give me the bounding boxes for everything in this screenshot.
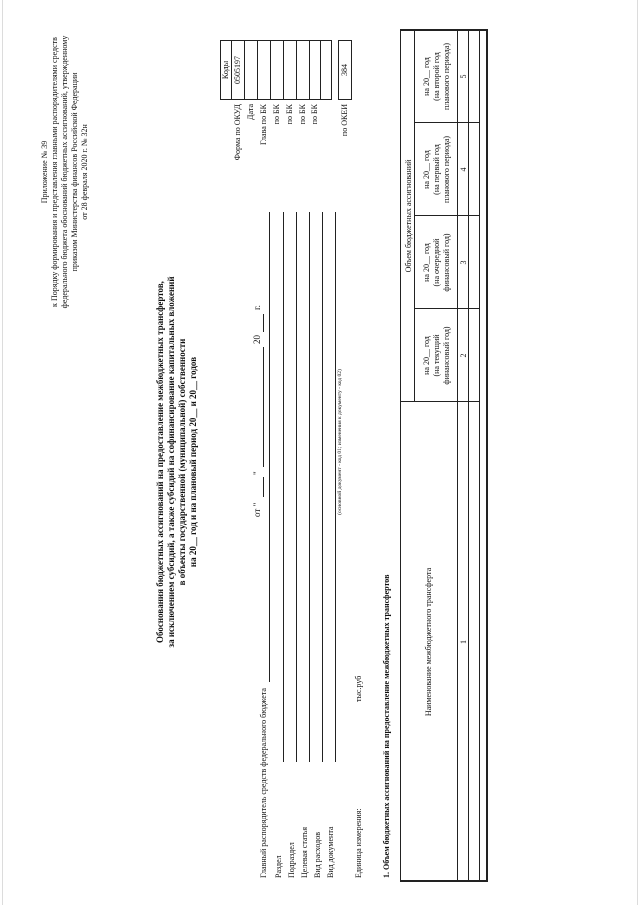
- period-2-l2: (на очередной: [432, 238, 441, 287]
- codes-label-bk-1: по БК: [272, 104, 281, 125]
- period-2-l1: на 20__ год: [422, 243, 431, 282]
- col-number-2: 2: [459, 353, 468, 358]
- date-suffix: г.: [252, 305, 262, 310]
- okei-label: по ОКЕИ: [340, 104, 349, 137]
- appendix-text-3: приказом Министерства финансов Российской Федерации: [70, 72, 79, 272]
- codes-label-glava: Глава по БК: [259, 104, 268, 145]
- period-1-l1: на 20__ год: [422, 336, 431, 375]
- field-razdel: Раздел: [274, 855, 283, 878]
- period-4-l2: (на второй год: [432, 52, 441, 101]
- units-value: тыс.руб: [354, 675, 363, 702]
- period-4-l1: на 20__ год: [422, 57, 431, 96]
- okud-code: 0505197: [233, 56, 242, 84]
- units-label: Единица измерения:: [354, 808, 363, 878]
- codes-label-bk-2: по БК: [285, 104, 294, 125]
- title-line-1: Обоснования бюджетных ассигнований на предоставление межбюджетных трансфертов,: [155, 281, 165, 643]
- scan-edge-left: [2, 0, 3, 905]
- period-4-l3: планового периода): [442, 42, 451, 111]
- field-podrazdel: Подраздел: [287, 842, 296, 878]
- title-line-3: в объекты государственной (муниципальной) собственности: [177, 338, 187, 586]
- date-year: 20: [252, 335, 262, 344]
- appendix-text-2: федерального бюджета обоснований бюджетных ассигнований, утвержденному: [60, 35, 69, 309]
- okei-value: 384: [340, 64, 349, 76]
- period-1-l3: финансовый год): [442, 326, 451, 385]
- codes-label-date: Дата: [246, 104, 255, 120]
- date-prefix: от ": [252, 502, 262, 517]
- date-day-line: [263, 477, 264, 497]
- period-3-l2: (на первый год: [432, 144, 441, 195]
- date-year-line: [263, 314, 264, 332]
- period-3-l1: на 20__ год: [422, 150, 431, 189]
- doc-note: (основной документ - код 01; изменения к документу - код 02): [337, 369, 343, 515]
- appendix-text-1: к Порядку формирования и представления главными распорядителями средств: [50, 37, 59, 307]
- title-line-4: на 20__ год и на плановый период 20__ и 20__ годов: [188, 356, 198, 568]
- date-month-line: [263, 347, 264, 467]
- codes-label-bk-4: по БК: [310, 104, 319, 125]
- col-number-4: 4: [459, 167, 468, 172]
- appendix-date: от 28 февраля 2020 г. № 32н: [80, 124, 89, 220]
- date-mid: ": [252, 471, 262, 475]
- scan-edge-right: [637, 0, 638, 905]
- title-line-2: за исключением субсидий, а также субсидий на софинансирование капитальных вложений: [166, 276, 176, 648]
- field-grbs: Главный распорядитель средств федерального бюджета: [259, 688, 268, 878]
- codes-label-bk-3: по БК: [298, 104, 307, 125]
- col-number-1: 1: [459, 640, 468, 644]
- appendix-number: Приложение № 39: [40, 140, 49, 204]
- field-celevaya: Целевая статья: [300, 826, 309, 878]
- col-name-header: Наименование межбюджетного трансферта: [424, 567, 433, 717]
- group-header: Объем бюджетных ассигнований: [404, 159, 413, 273]
- document-page: [20, 22, 620, 882]
- period-2-l3: финансовый год): [442, 233, 451, 292]
- field-vid-rashodov: Вид расходов: [313, 832, 322, 878]
- col-number-5: 5: [459, 74, 468, 79]
- period-1-l2: (на текущий: [432, 334, 441, 377]
- period-3-l3: планового периода): [442, 135, 451, 204]
- field-vid-doc: Вид документа: [326, 826, 335, 878]
- codes-header: Коды: [221, 60, 230, 80]
- codes-label-okud: Форма по ОКУД: [233, 104, 242, 161]
- col-number-3: 3: [459, 260, 468, 265]
- section1-heading: 1. Объем бюджетных ассигнований на предоставление межбюджетных трансфертов: [382, 574, 391, 878]
